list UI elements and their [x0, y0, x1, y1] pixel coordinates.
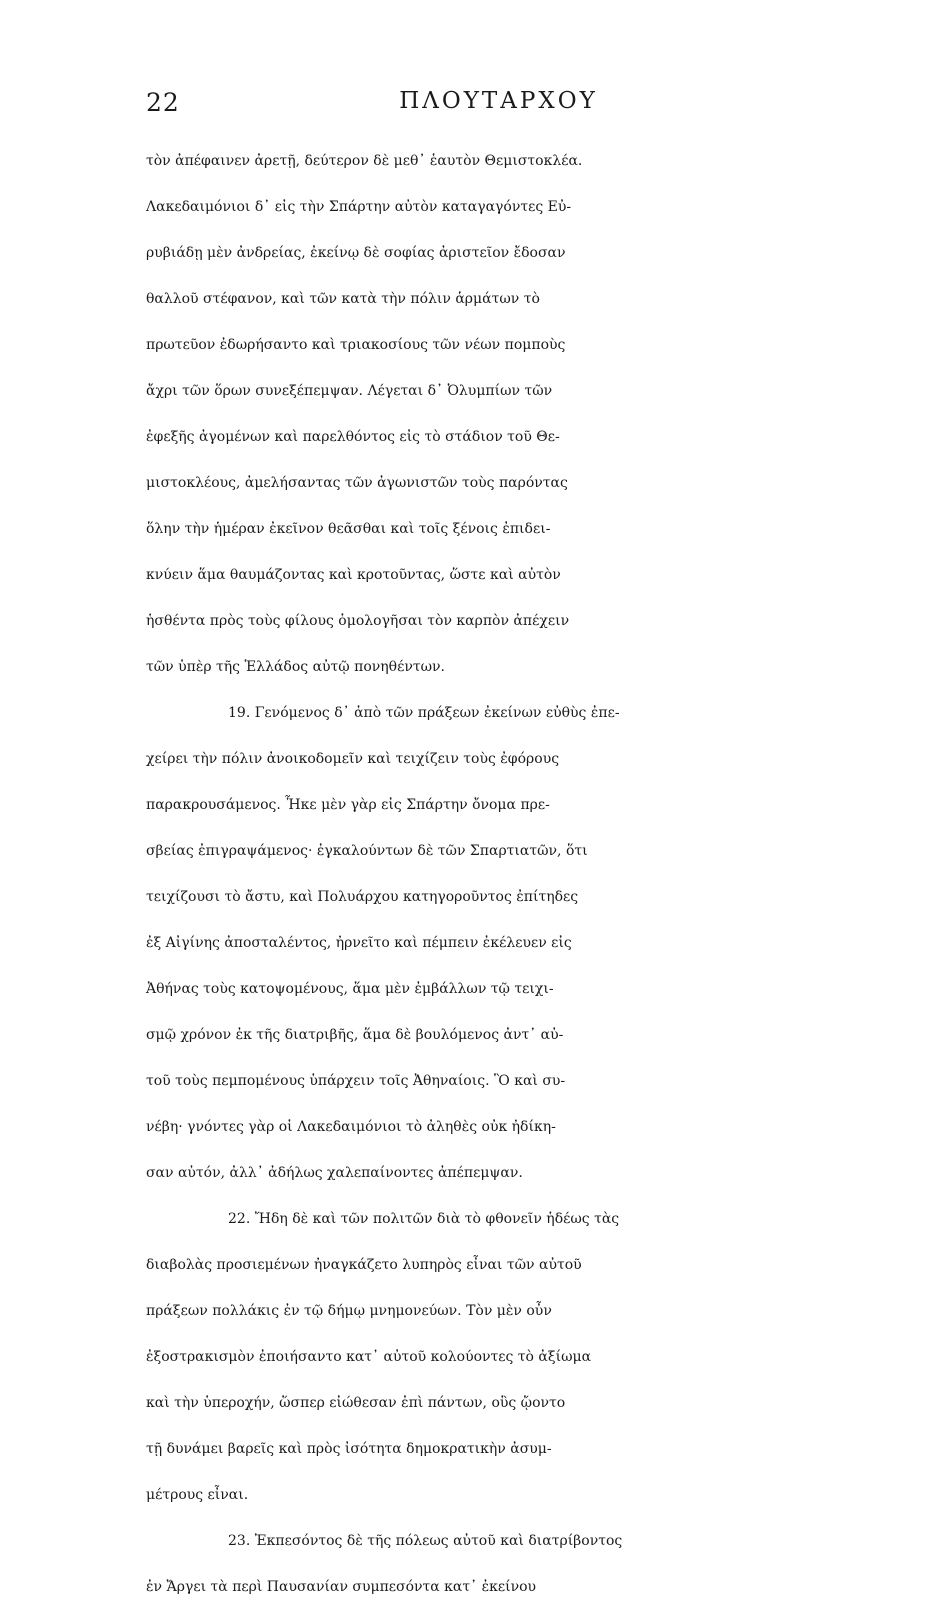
- text-line: Λακεδαιμόνιοι δ᾽ εἰς τὴν Σπάρτην αὐτὸν καταγαγόντες Εὐ-: [146, 199, 572, 215]
- text-line: τοῦ τοὺς πεμπομένους ὑπάρχειν τοῖς Ἀθηναίοις. Ὃ καὶ συ-: [146, 1073, 566, 1089]
- text-line: τὸν ἀπέφαινεν ἀρετῇ, δεύτερον δὲ μεθ᾽ ἑαυτὸν Θεμιστοκλέα.: [146, 153, 583, 169]
- text-line: ἐξ Αἰγίνης ἀποσταλέντος, ἠρνεῖτο καὶ πέμπειν ἐκέλευεν εἰς: [146, 935, 572, 951]
- text-line: σμῷ χρόνον ἐκ τῆς διατριβῆς, ἅμα δὲ βουλόμενος ἀντ᾽ αὐ-: [146, 1027, 564, 1043]
- text-line: πρωτεῦον ἐδωρήσαντο καὶ τριακοσίους τῶν νέων πομποὺς: [146, 337, 566, 353]
- text-line: καὶ τὴν ὑπεροχήν, ὥσπερ εἰώθεσαν ἐπὶ πάντων, οὓς ᾤοντο: [146, 1395, 566, 1411]
- text-line: κνύειν ἅμα θαυμάζοντας καὶ κροτοῦντας, ὥστε καὶ αὐτὸν: [146, 567, 561, 583]
- text-line: χείρει τὴν πόλιν ἀνοικοδομεῖν καὶ τειχίζειν τοὺς ἐφόρους: [146, 751, 560, 767]
- text-line: τῇ δυνάμει βαρεῖς καὶ πρὸς ἰσότητα δημοκρατικὴν ἀσυμ-: [146, 1441, 552, 1457]
- text-line: τειχίζουσι τὸ ἄστυ, καὶ Πολυάρχου κατηγοροῦντος ἐπίτηδες: [146, 889, 579, 905]
- text-line: σβείας ἐπιγραψάμενος· ἐγκαλούντων δὲ τῶν Σπαρτιατῶν, ὅτι: [146, 843, 588, 859]
- text-line: ὅλην τὴν ἡμέραν ἐκεῖνον θεᾶσθαι καὶ τοῖς ξένοις ἐπιδει-: [146, 521, 551, 537]
- text-line: ἐξοστρακισμὸν ἐποιήσαντο κατ᾽ αὐτοῦ κολούοντες τὸ ἀξίωμα: [146, 1349, 592, 1365]
- text-line: θαλλοῦ στέφανον, καὶ τῶν κατὰ τὴν πόλιν ἁρμάτων τὸ: [146, 291, 540, 307]
- text-line: ρυβιάδῃ μὲν ἀνδρείας, ἐκείνῳ δὲ σοφίας ἀριστεῖον ἔδοσαν: [146, 245, 566, 261]
- paragraph-start-line: 22. Ἤδη δὲ καὶ τῶν πολιτῶν διὰ τὸ φθονεῖν ἡδέως τὰς: [228, 1211, 620, 1227]
- text-line: μιστοκλέους, ἀμελήσαντας τῶν ἀγωνιστῶν τοὺς παρόντας: [146, 475, 568, 491]
- body-text: [146, 138, 906, 1610]
- text-line: μέτρους εἶναι.: [146, 1487, 249, 1503]
- text-line: σαν αὐτόν, ἀλλ᾽ ἀδήλως χαλεπαίνοντες ἀπέπεμψαν.: [146, 1165, 523, 1181]
- text-line: πράξεων πολλάκις ἐν τῷ δήμῳ μνημονεύων. Τὸν μὲν οὖν: [146, 1303, 552, 1319]
- text-line: ἡσθέντα πρὸς τοὺς φίλους ὁμολογῆσαι τὸν καρπὸν ἀπέχειν: [146, 613, 570, 629]
- page-header: [146, 88, 851, 128]
- paragraph-start-line: 19. Γενόμενος δ᾽ ἀπὸ τῶν πράξεων ἐκείνων εὐθὺς ἐπε-: [228, 705, 620, 721]
- text-line: διαβολὰς προσιεμένων ἠναγκάζετο λυπηρὸς εἶναι τῶν αὐτοῦ: [146, 1257, 582, 1273]
- running-head: ΠΛΟΥΤΑΡΧΟΥ: [399, 88, 598, 114]
- text-line: Ἀθήνας τοὺς κατοψομένους, ἅμα μὲν ἐμβάλλων τῷ τειχι-: [146, 981, 554, 997]
- text-line: ἐν Ἄργει τὰ περὶ Παυσανίαν συμπεσόντα κατ᾽ ἐκείνου: [146, 1579, 537, 1595]
- text-line: ἐφεξῆς ἀγομένων καὶ παρελθόντος εἰς τὸ στάδιον τοῦ Θε-: [146, 429, 560, 445]
- text-line: ἄχρι τῶν ὅρων συνεξέπεμψαν. Λέγεται δ᾽ Ὀλυμπίων τῶν: [146, 383, 553, 399]
- text-line: παρακρουσάμενος. Ἧκε μὲν γὰρ εἰς Σπάρτην ὄνομα πρε-: [146, 797, 550, 813]
- text-line: νέβη· γνόντες γὰρ οἱ Λακεδαιμόνιοι τὸ ἀληθὲς οὐκ ἠδίκη-: [146, 1119, 556, 1135]
- page-number: 22: [146, 88, 180, 117]
- paragraph-start-line: 23. Ἐκπεσόντος δὲ τῆς πόλεως αὐτοῦ καὶ διατρίβοντος: [228, 1533, 623, 1549]
- text-line: τῶν ὑπὲρ τῆς Ἑλλάδος αὐτῷ πονηθέντων.: [146, 659, 445, 675]
